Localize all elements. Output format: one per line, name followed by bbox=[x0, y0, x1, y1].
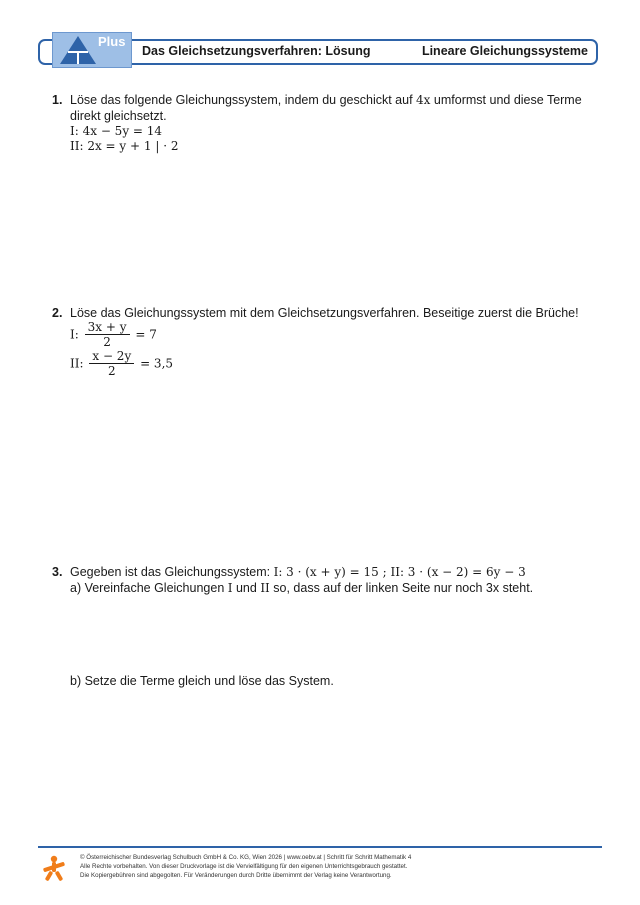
denominator: 2 bbox=[107, 364, 116, 378]
task-number: 2. bbox=[52, 306, 63, 320]
subtask-text: so, dass auf der linken Seite nur noch 3x steht. bbox=[269, 581, 534, 595]
equation-label: I: bbox=[70, 327, 79, 342]
footer-copyright bbox=[80, 853, 600, 880]
equation-2: II: 2x = y + 1 | · 2 bbox=[70, 139, 179, 153]
footer-line-2: Alle Rechte vorbehalten. Von dieser Druckvorlage ist die Vervielfältigung für den eigenen Unterrichtsgebrauch gestattet. bbox=[80, 863, 408, 870]
equation-system: I: 3 · (x + y) = 15 ; II: 3 · (x − 2) = 6y − 3 bbox=[273, 565, 526, 579]
subtask-a bbox=[70, 580, 590, 596]
equation-1 bbox=[70, 320, 157, 349]
footer-line-3: Die Kopiergebühren sind abgegolten. Für Veränderungen durch Dritte übernimmt der Verlag keine Verantwortung. bbox=[80, 872, 392, 879]
plus-logo bbox=[52, 32, 130, 70]
right-hand-side: = 7 bbox=[135, 327, 157, 342]
subtask-text: und bbox=[232, 581, 261, 595]
task-text-part: Löse das folgende Gleichungssystem, indem du geschickt auf bbox=[70, 93, 417, 107]
subtask-b: b) Setze die Terme gleich und löse das System. bbox=[70, 674, 334, 688]
topic-title: Lineare Gleichungssysteme bbox=[421, 44, 588, 58]
inline-math: II bbox=[260, 581, 270, 595]
equation-1: I: 4x − 5y = 14 bbox=[70, 124, 163, 138]
logo-text: Plus bbox=[98, 34, 126, 49]
equation-label: II: bbox=[70, 356, 84, 371]
footer-divider bbox=[38, 846, 602, 848]
task-number: 3. bbox=[52, 565, 63, 579]
fraction bbox=[89, 349, 134, 378]
task-text bbox=[70, 92, 590, 124]
denominator: 2 bbox=[103, 335, 111, 349]
publisher-logo-icon bbox=[40, 854, 68, 882]
task-text: Löse das Gleichungssystem mit dem Gleichsetzungsverfahren. Beseitige zuerst die Brüche! bbox=[70, 306, 579, 320]
footer-line-1: © Österreichischer Bundesverlag Schulbuch GmbH & Co. KG, Wien 2026 | www.oebv.at | Schritt für Schritt Mathematik 4 bbox=[80, 854, 412, 861]
numerator: 3x + y bbox=[85, 320, 130, 335]
inline-math: I bbox=[227, 581, 233, 595]
page-header bbox=[38, 34, 598, 65]
task-text-part: Gegeben ist das Gleichungssystem: bbox=[70, 565, 274, 579]
task-text-part: umformst und diese Terme direkt gleichsetzt. bbox=[70, 93, 582, 123]
fraction bbox=[85, 320, 130, 349]
page-title: Das Gleichsetzungsverfahren: Lösung bbox=[142, 44, 371, 58]
inline-math: 4x bbox=[416, 93, 431, 107]
right-hand-side: = 3,5 bbox=[140, 356, 174, 371]
task-number: 1. bbox=[52, 93, 63, 107]
numerator: x − 2y bbox=[89, 349, 134, 364]
task-text bbox=[70, 564, 590, 580]
equation-2 bbox=[70, 349, 173, 378]
subtask-text: a) Vereinfache Gleichungen bbox=[70, 581, 228, 595]
